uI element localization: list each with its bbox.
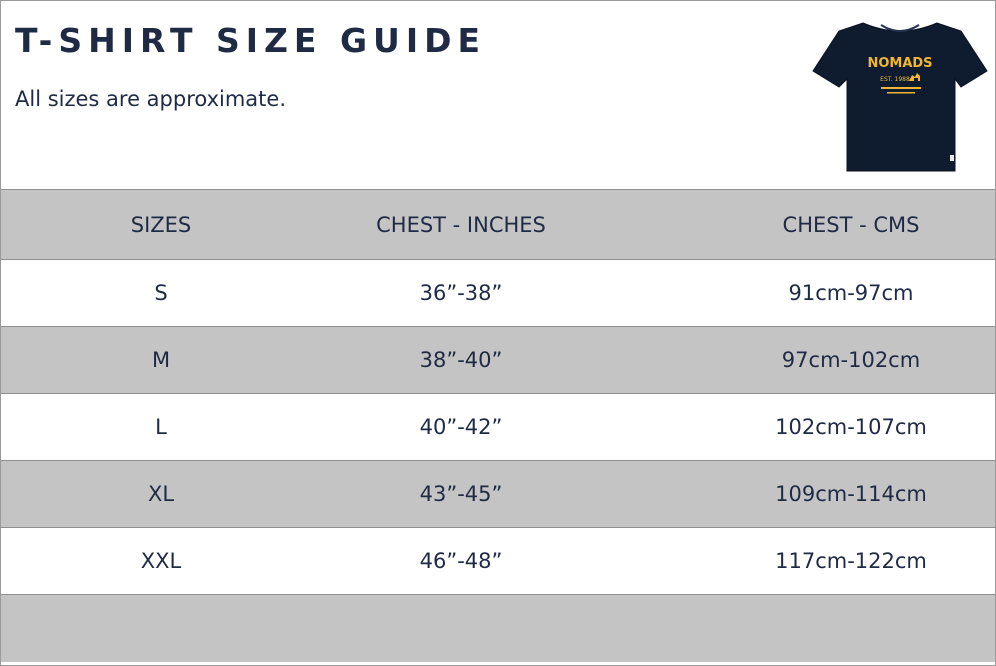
chest-cms-cell: 97cm-102cm	[781, 348, 921, 372]
size-cell: L	[155, 415, 167, 439]
tshirt-print-sub: EST. 1988	[880, 76, 910, 83]
chest-cms-cell: 102cm-107cm	[775, 415, 927, 439]
chest-inches-cell: 46”-48”	[419, 549, 503, 573]
chest-inches-cell: 40”-42”	[419, 415, 503, 439]
column-header-chest-inches: CHEST - INCHES	[376, 212, 546, 237]
table-row	[1, 326, 995, 393]
column-header-chest-cms: CHEST - CMS	[782, 212, 920, 237]
size-table	[1, 189, 995, 662]
size-guide-header	[1, 1, 995, 189]
table-footer-row	[1, 594, 995, 662]
tshirt-print-text: NOMADS	[867, 56, 933, 71]
size-cell: S	[154, 281, 168, 305]
chest-cms-cell: 91cm-97cm	[788, 281, 914, 305]
chest-inches-cell: 38”-40”	[419, 348, 503, 372]
chest-inches-cell: 43”-45”	[419, 482, 503, 506]
table-header-row	[1, 189, 995, 259]
page-title: T-SHIRT SIZE GUIDE	[15, 21, 487, 60]
page-subtitle: All sizes are approximate.	[15, 87, 287, 111]
tshirt-body	[813, 23, 987, 171]
chest-cms-cell: 109cm-114cm	[775, 482, 927, 506]
tshirt-image	[811, 17, 989, 175]
table-row	[1, 259, 995, 326]
chest-inches-cell: 36”-38”	[419, 281, 503, 305]
column-header-sizes: SIZES	[130, 212, 192, 237]
size-cell: XXL	[140, 549, 182, 573]
chest-cms-cell: 117cm-122cm	[775, 549, 927, 573]
table-row	[1, 460, 995, 527]
size-cell: M	[151, 348, 171, 372]
table-row	[1, 527, 995, 594]
table-row	[1, 393, 995, 460]
size-cell: XL	[147, 482, 175, 506]
